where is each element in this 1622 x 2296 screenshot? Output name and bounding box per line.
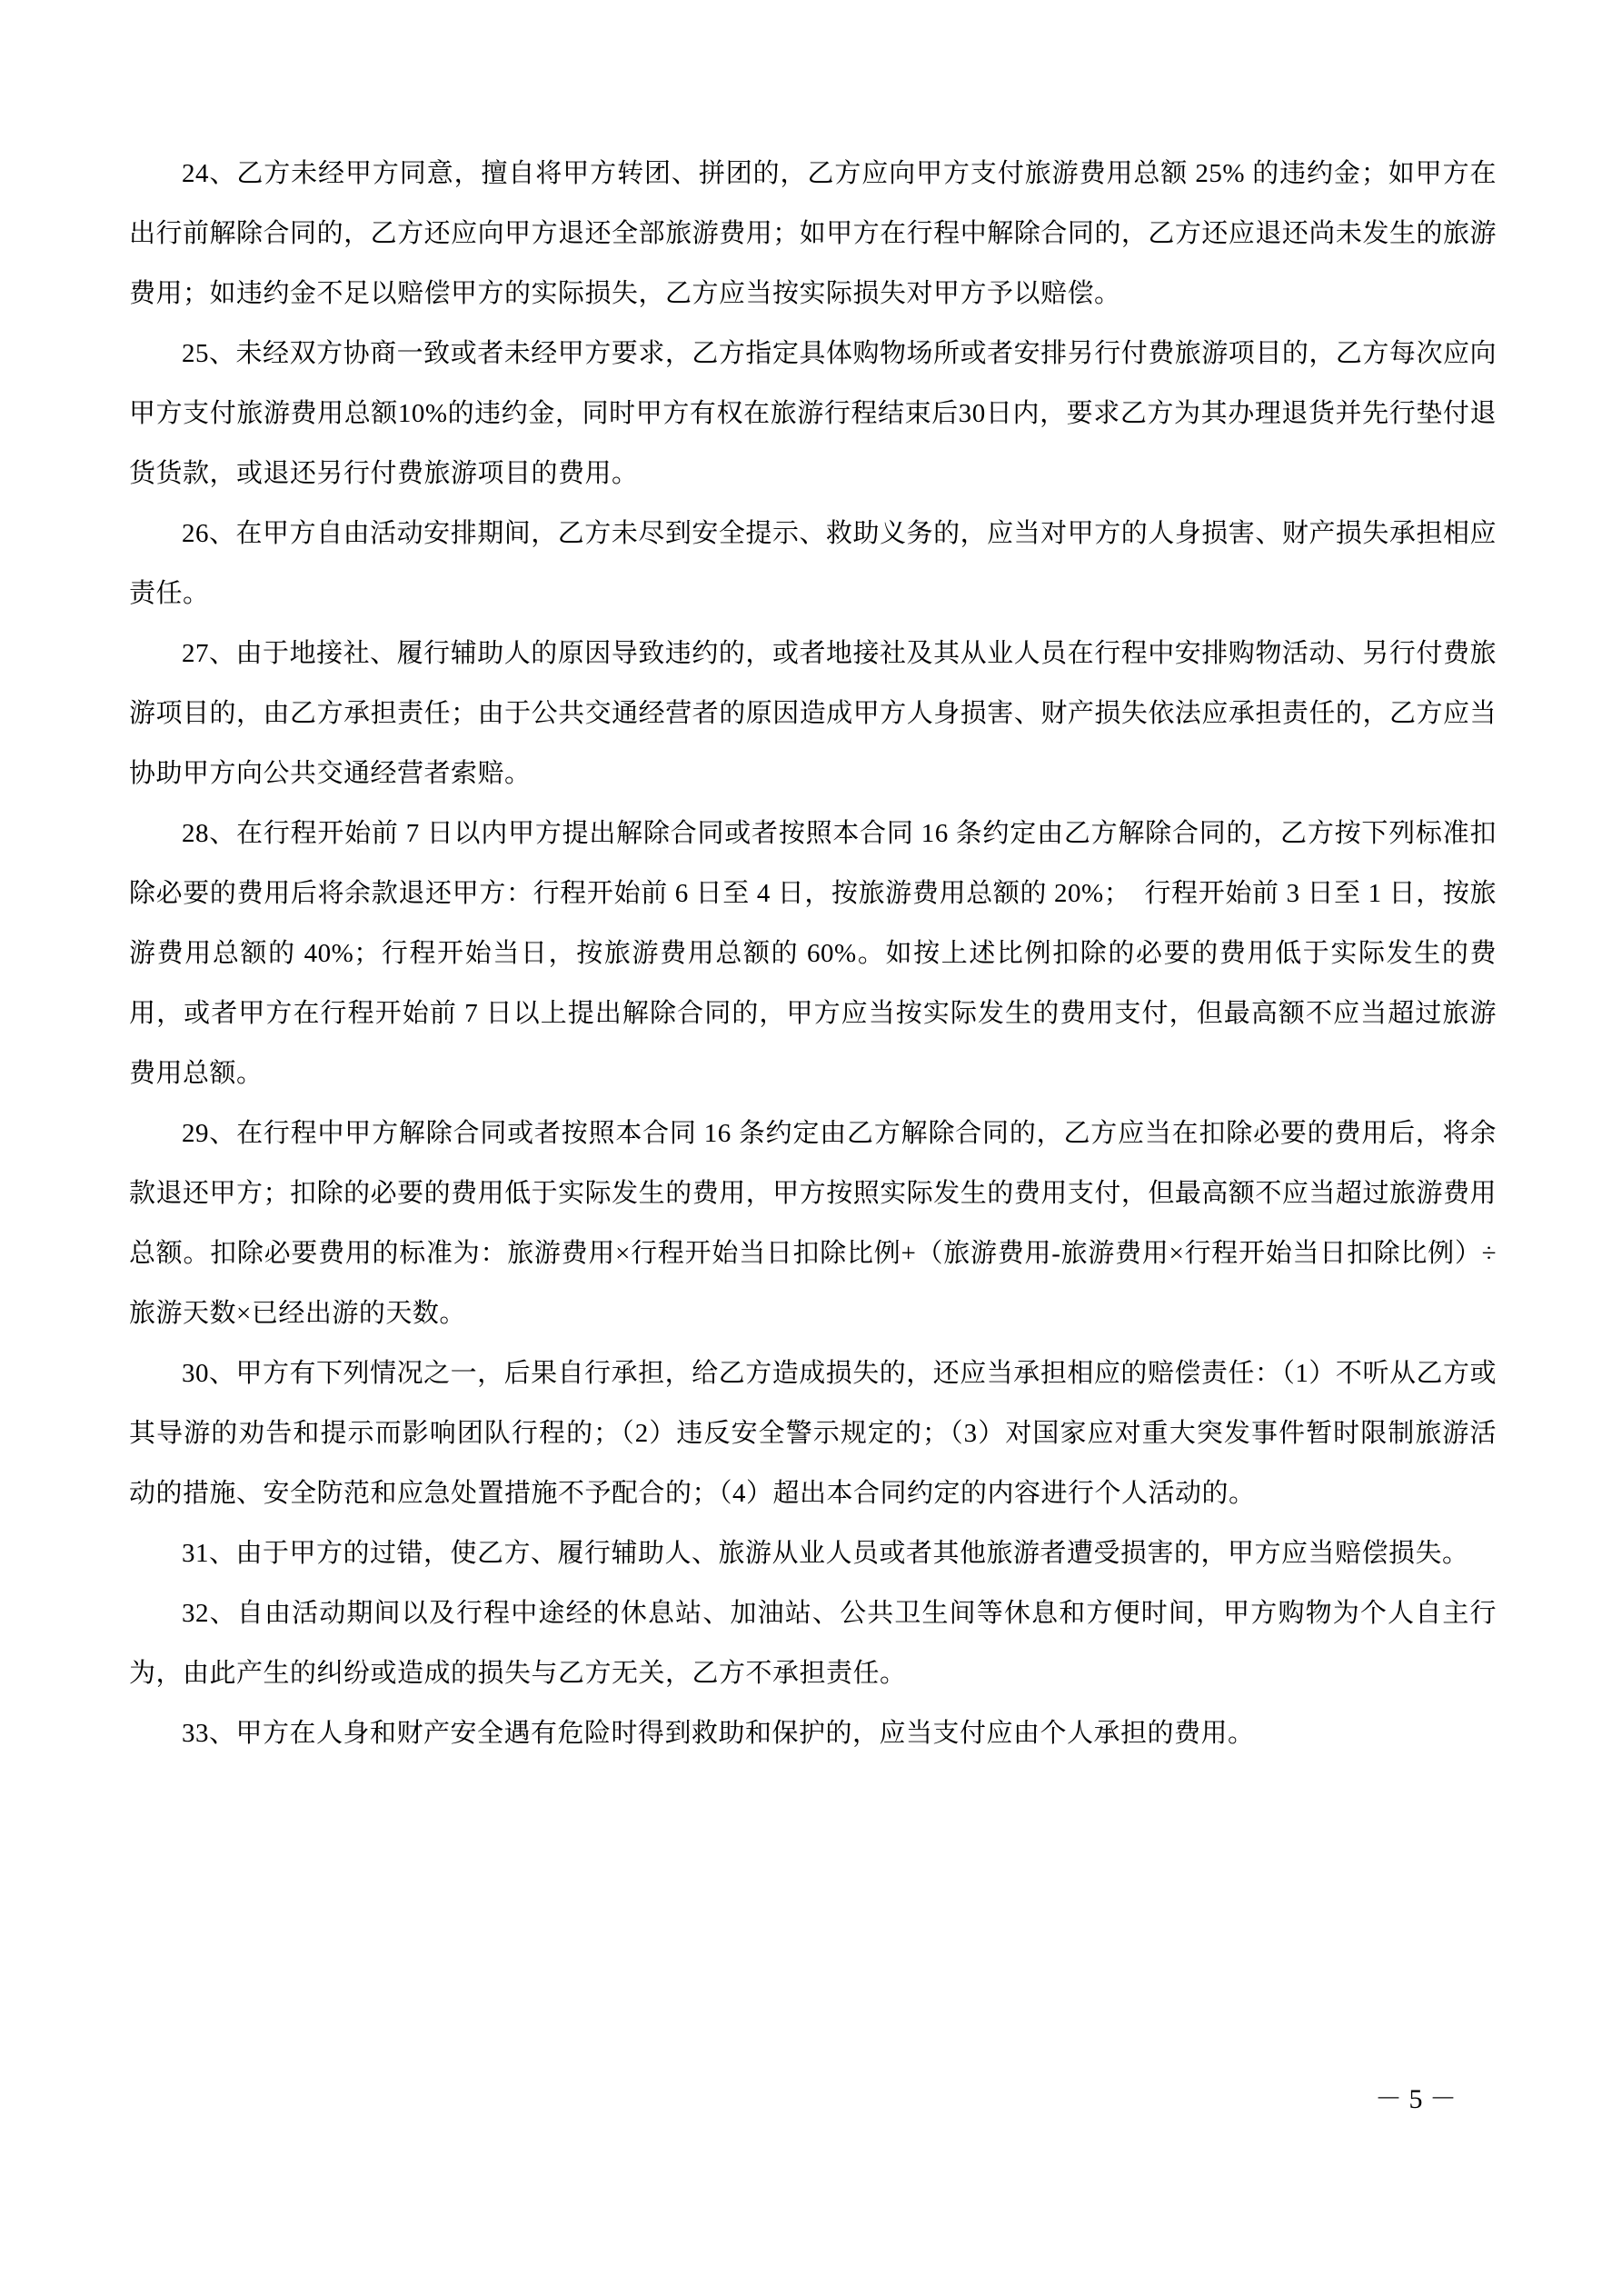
contract-text-body — [129, 144, 1497, 1763]
page-number: － 5 － — [1375, 2084, 1457, 2114]
contract-clause-26: 26、在甲方自由活动安排期间，乙方未尽到安全提示、救助义务的，应当对甲方的人身损害、财产损失承担相应责任。 — [129, 519, 1497, 608]
contract-clause-29: 29、在行程中甲方解除合同或者按照本合同 16 条约定由乙方解除合同的，乙方应当在扣除必要的费用后，将余款退还甲方；扣除的必要的费用低于实际发生的费用，甲方按照实际发生的费用支付，但最高额不应当超过旅游费用总额。扣除必要费用的标准为：旅游费用×行程开始当日扣除比例+（旅游费用-旅游费用×行程开始当日扣除比例）÷旅游天数×已经出游的天数。 — [129, 1119, 1497, 1328]
contract-clause-31: 31、由于甲方的过错，使乙方、履行辅助人、旅游从业人员或者其他旅游者遭受损害的，甲方应当赔偿损失。 — [182, 1539, 1469, 1568]
contract-clause-28: 28、在行程开始前 7 日以内甲方提出解除合同或者按照本合同 16 条约定由乙方解除合同的，乙方按下列标准扣除必要的费用后将余款退还甲方：行程开始前 6 日至 4 日，按旅游费用总额的 20%； 行程开始前 3 日至 1 日，按旅游费用总额的 40%；行程开始当日，按旅游费用总额的 60%。如按上述比例扣除的必要的费用低于实际发生的费用，或者甲方在行程开始前 7 日以上提出解除合同的，甲方应当按实际发生的费用支付，但最高额不应当超过旅游费用总额。 — [129, 819, 1497, 1088]
contract-clause-33: 33、甲方在人身和财产安全遇有危险时得到救助和保护的，应当支付应由个人承担的费用。 — [182, 1719, 1255, 1748]
contract-clause-24: 24、乙方未经甲方同意，擅自将甲方转团、拼团的，乙方应向甲方支付旅游费用总额 25% 的违约金；如甲方在出行前解除合同的，乙方还应向甲方退还全部旅游费用；如甲方在行程中解除合同的，乙方还应退还尚未发生的旅游费用；如违约金不足以赔偿甲方的实际损失，乙方应当按实际损失对甲方予以赔偿。 — [129, 159, 1497, 308]
contract-clause-30: 30、甲方有下列情况之一，后果自行承担，给乙方造成损失的，还应当承担相应的赔偿责任：（1）不听从乙方或其导游的劝告和提示而影响团队行程的；（2）违反安全警示规定的；（3）对国家应对重大突发事件暂时限制旅游活动的措施、安全防范和应急处置措施不予配合的；（4）超出本合同约定的内容进行个人活动的。 — [129, 1359, 1497, 1508]
contract-clause-27: 27、由于地接社、履行辅助人的原因导致违约的，或者地接社及其从业人员在行程中安排购物活动、另行付费旅游项目的，由乙方承担责任；由于公共交通经营者的原因造成甲方人身损害、财产损失依法应承担责任的，乙方应当协助甲方向公共交通经营者索赔。 — [129, 639, 1497, 788]
contract-clause-25: 25、未经双方协商一致或者未经甲方要求，乙方指定具体购物场所或者安排另行付费旅游项目的，乙方每次应向甲方支付旅游费用总额10%的违约金，同时甲方有权在旅游行程结束后30日内，要求乙方为其办理退货并先行垫付退货货款，或退还另行付费旅游项目的费用。 — [129, 339, 1497, 488]
contract-clause-32: 32、自由活动期间以及行程中途经的休息站、加油站、公共卫生间等休息和方便时间，甲方购物为个人自主行为，由此产生的纠纷或造成的损失与乙方无关，乙方不承担责任。 — [129, 1599, 1497, 1688]
